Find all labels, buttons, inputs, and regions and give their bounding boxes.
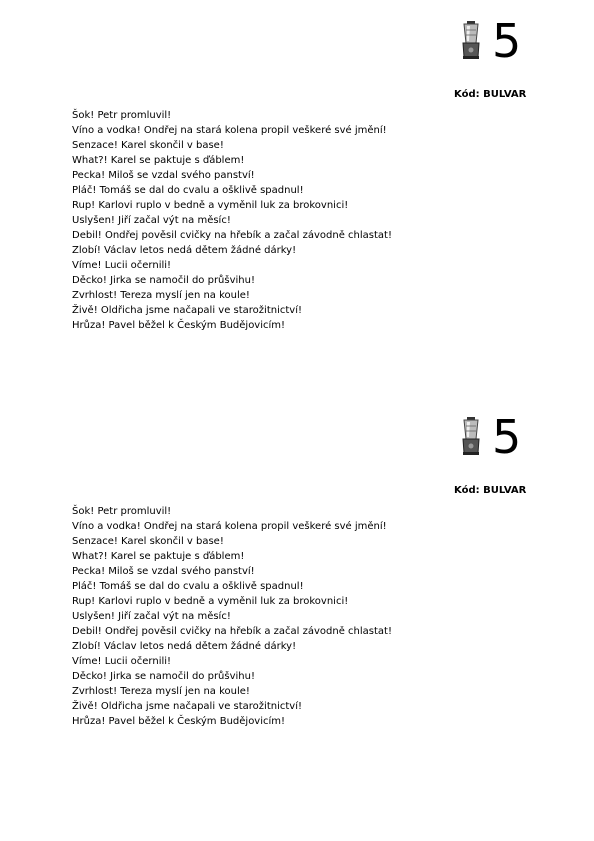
list-item: Senzace! Karel skončil v base! [72,140,224,151]
list-item: Pláč! Tomáš se dal do cvalu a ošklivě spadnul! [72,185,304,196]
list-item: Děcko! Jirka se namočil do průšvihu! [72,275,255,286]
list-item: Víme! Lucii očernili! [72,656,172,667]
list-item: Uslyšen! Jiří začal výt na měsíc! [72,611,231,622]
list-item: Šok! Petr promluvil! [72,110,172,121]
card-bottom [0,396,594,776]
list-item: Zvrhlost! Tereza myslí jen na koule! [72,290,250,301]
card-header [0,0,594,100]
list-item: What?! Karel se paktuje s ďáblem! [72,551,245,562]
list-item: Pláč! Tomáš se dal do cvalu a ošklivě spadnul! [72,581,304,592]
code-label: Kód: BULVAR [454,89,527,100]
list-item: Víno a vodka! Ondřej na stará kolena propil veškeré své jmění! [72,125,387,136]
list-item: Pecka! Miloš se vzdal svého panství! [72,170,255,181]
card-top [0,0,594,380]
headline-list [72,504,392,729]
headline-list [72,108,392,333]
list-item: Víme! Lucii očernili! [72,260,172,271]
list-item: Zvrhlost! Tereza myslí jen na koule! [72,686,250,697]
list-item: Rup! Karlovi ruplo v bedně a vyměnil luk za brokovnici! [72,596,349,607]
list-item: Šok! Petr promluvil! [72,506,172,517]
list-item: Živě! Oldřicha jsme načapali ve starožitnictví! [72,305,302,316]
list-item: Pecka! Miloš se vzdal svého panství! [72,566,255,577]
blender-icon [461,417,481,455]
list-item: Zlobí! Václav letos nedá dětem žádné dárky! [72,245,297,256]
blender-icon [461,21,481,59]
list-item: Živě! Oldřicha jsme načapali ve starožitnictví! [72,701,302,712]
list-item: Zlobí! Václav letos nedá dětem žádné dárky! [72,641,297,652]
list-item: Debil! Ondřej pověsil cvičky na hřebík a začal závodně chlastat! [72,230,392,241]
list-item: Debil! Ondřej pověsil cvičky na hřebík a začal závodně chlastat! [72,626,392,637]
list-item: Rup! Karlovi ruplo v bedně a vyměnil luk za brokovnici! [72,200,349,211]
list-item: Senzace! Karel skončil v base! [72,536,224,547]
list-item: Hrůza! Pavel běžel k Českým Budějovicím! [72,716,286,727]
code-label: Kód: BULVAR [454,485,527,496]
list-item: Děcko! Jirka se namočil do průšvihu! [72,671,255,682]
card-header [0,396,594,496]
card-number: 5 [492,14,522,68]
list-item: Hrůza! Pavel běžel k Českým Budějovicím! [72,320,286,331]
list-item: What?! Karel se paktuje s ďáblem! [72,155,245,166]
card-number: 5 [492,410,522,464]
list-item: Uslyšen! Jiří začal výt na měsíc! [72,215,231,226]
list-item: Víno a vodka! Ondřej na stará kolena propil veškeré své jmění! [72,521,387,532]
